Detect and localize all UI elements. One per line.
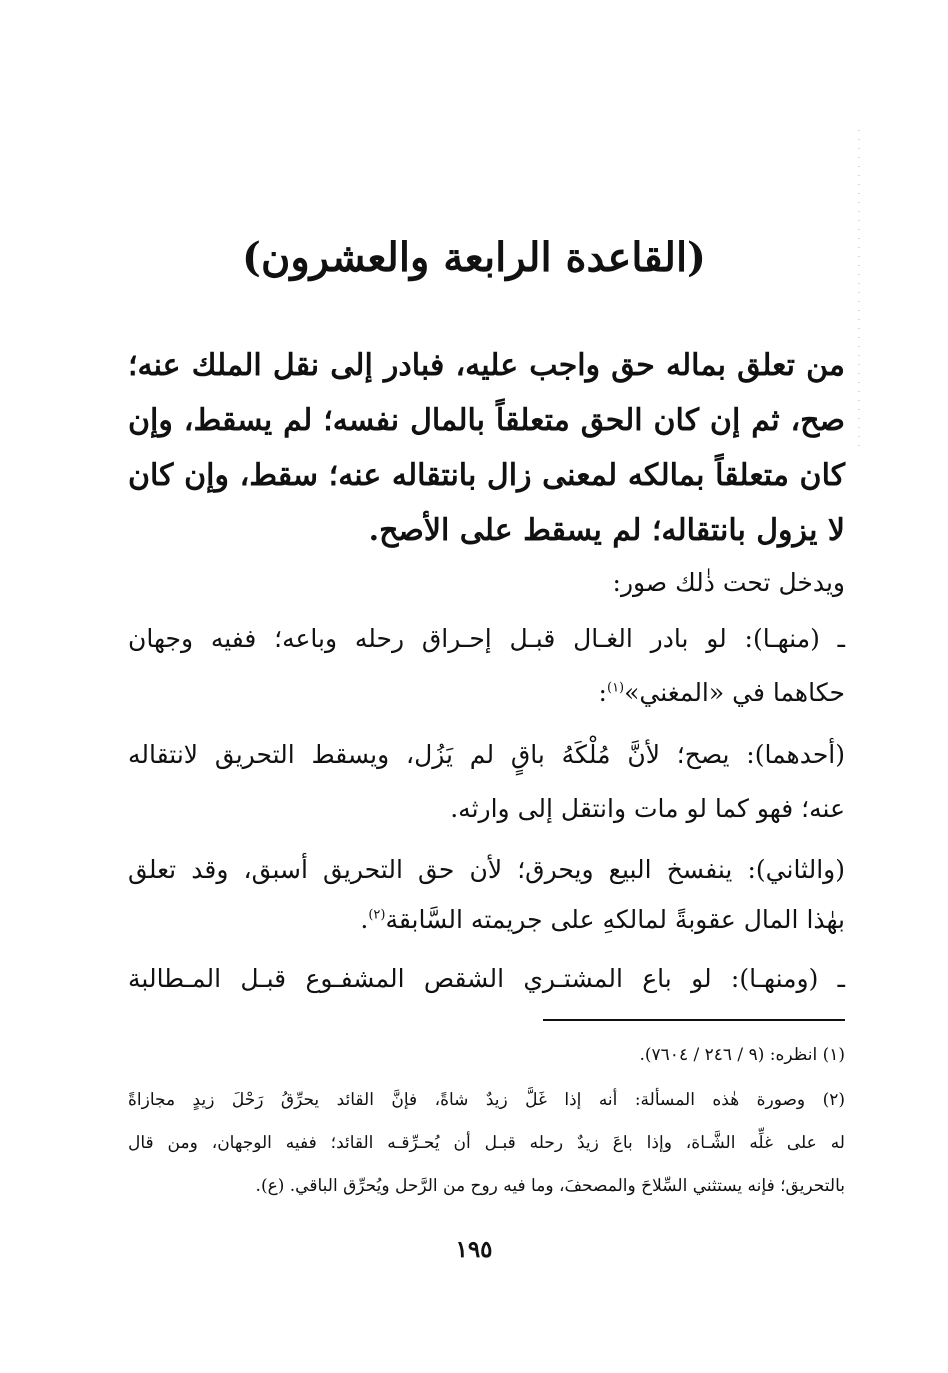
footnote-separator	[543, 1019, 845, 1021]
footnote-1: (١) انظره: (٩ / ٢٤٦ / ٧٦٠٤).	[639, 1045, 845, 1065]
second-view-line2-text: بهٰذا المال عقوبةً لمالكهِ على جريمته السَّابقة	[385, 905, 845, 934]
footnote-2-line1: (٢) وصورة هٰذه المسألة: أنه إذا غَلَّ زيدٌ شاةً، فإنَّ القائد يحرِّقُ رَحْلَ زيدٍ مجازاةً	[128, 1090, 845, 1110]
section-title: (القاعدة الرابعة والعشرون)	[242, 234, 706, 281]
page-number: ١٩٥	[455, 1236, 493, 1263]
second-view-line2-end: .	[360, 905, 369, 934]
intro-line: ويدخل تحت ذٰلك صور:	[612, 568, 845, 597]
scan-edge-artifact	[858, 130, 860, 450]
footnote-2-line3: بالتحريق؛ فإنه يستثني السِّلاحَ والمصحفَ، وما فيه روح من الرَّحل ويُحرِّق الباقي. (ع).	[255, 1176, 845, 1196]
rule-statement: من تعلق بماله حق واجب عليه، فبادر إلى نقل الملك عنه؛ صح، ثم إن كان الحق متعلقاً بالمال نفسه؛ لم يسقط، وإن كان متعلقاً بمالكه لمعنى زال بانتقاله عنه؛ سقط، وإن كان لا يزول بانتقاله؛ لم يسقط على الأصح.	[128, 348, 846, 548]
first-view-line1: (أحدهما): يصح؛ لأنَّ مُلْكَهُ باقٍ لم يَزُل، ويسقط التحريق لانتقاله	[128, 740, 845, 769]
footnote-ref-1: (١)	[606, 680, 625, 696]
first-view-line2: عنه؛ فهو كما لو مات وانتقل إلى وارثه.	[450, 794, 845, 823]
second-view-line2	[128, 893, 845, 947]
example1-line2-text: حكاهما في «المغني»	[624, 678, 845, 707]
footnote-ref-2: (٢)	[368, 907, 386, 923]
example1-line2	[128, 666, 845, 720]
example2-line1: ـ (ومنهـا): لو باع المشتـري الشقص المشفـوع قبـل المـطالبة	[128, 964, 845, 993]
footnote-2-line2: له على غلِّه الشَّـاة، وإذا باعَ زيدٌ رحله قبـل أن يُحـرِّقـه القائد؛ ففيه الوجهان، ومن قال	[128, 1133, 845, 1153]
example1-line2-end: :	[598, 678, 607, 707]
example1-line1: ـ (منهـا): لو بادر الغـال قبـل إحـراق رحله وباعه؛ ففيه وجهان	[128, 624, 845, 653]
second-view-line1: (والثاني): ينفسخ البيع ويحرق؛ لأن حق التحريق أسبق، وقد تعلق	[128, 855, 845, 884]
